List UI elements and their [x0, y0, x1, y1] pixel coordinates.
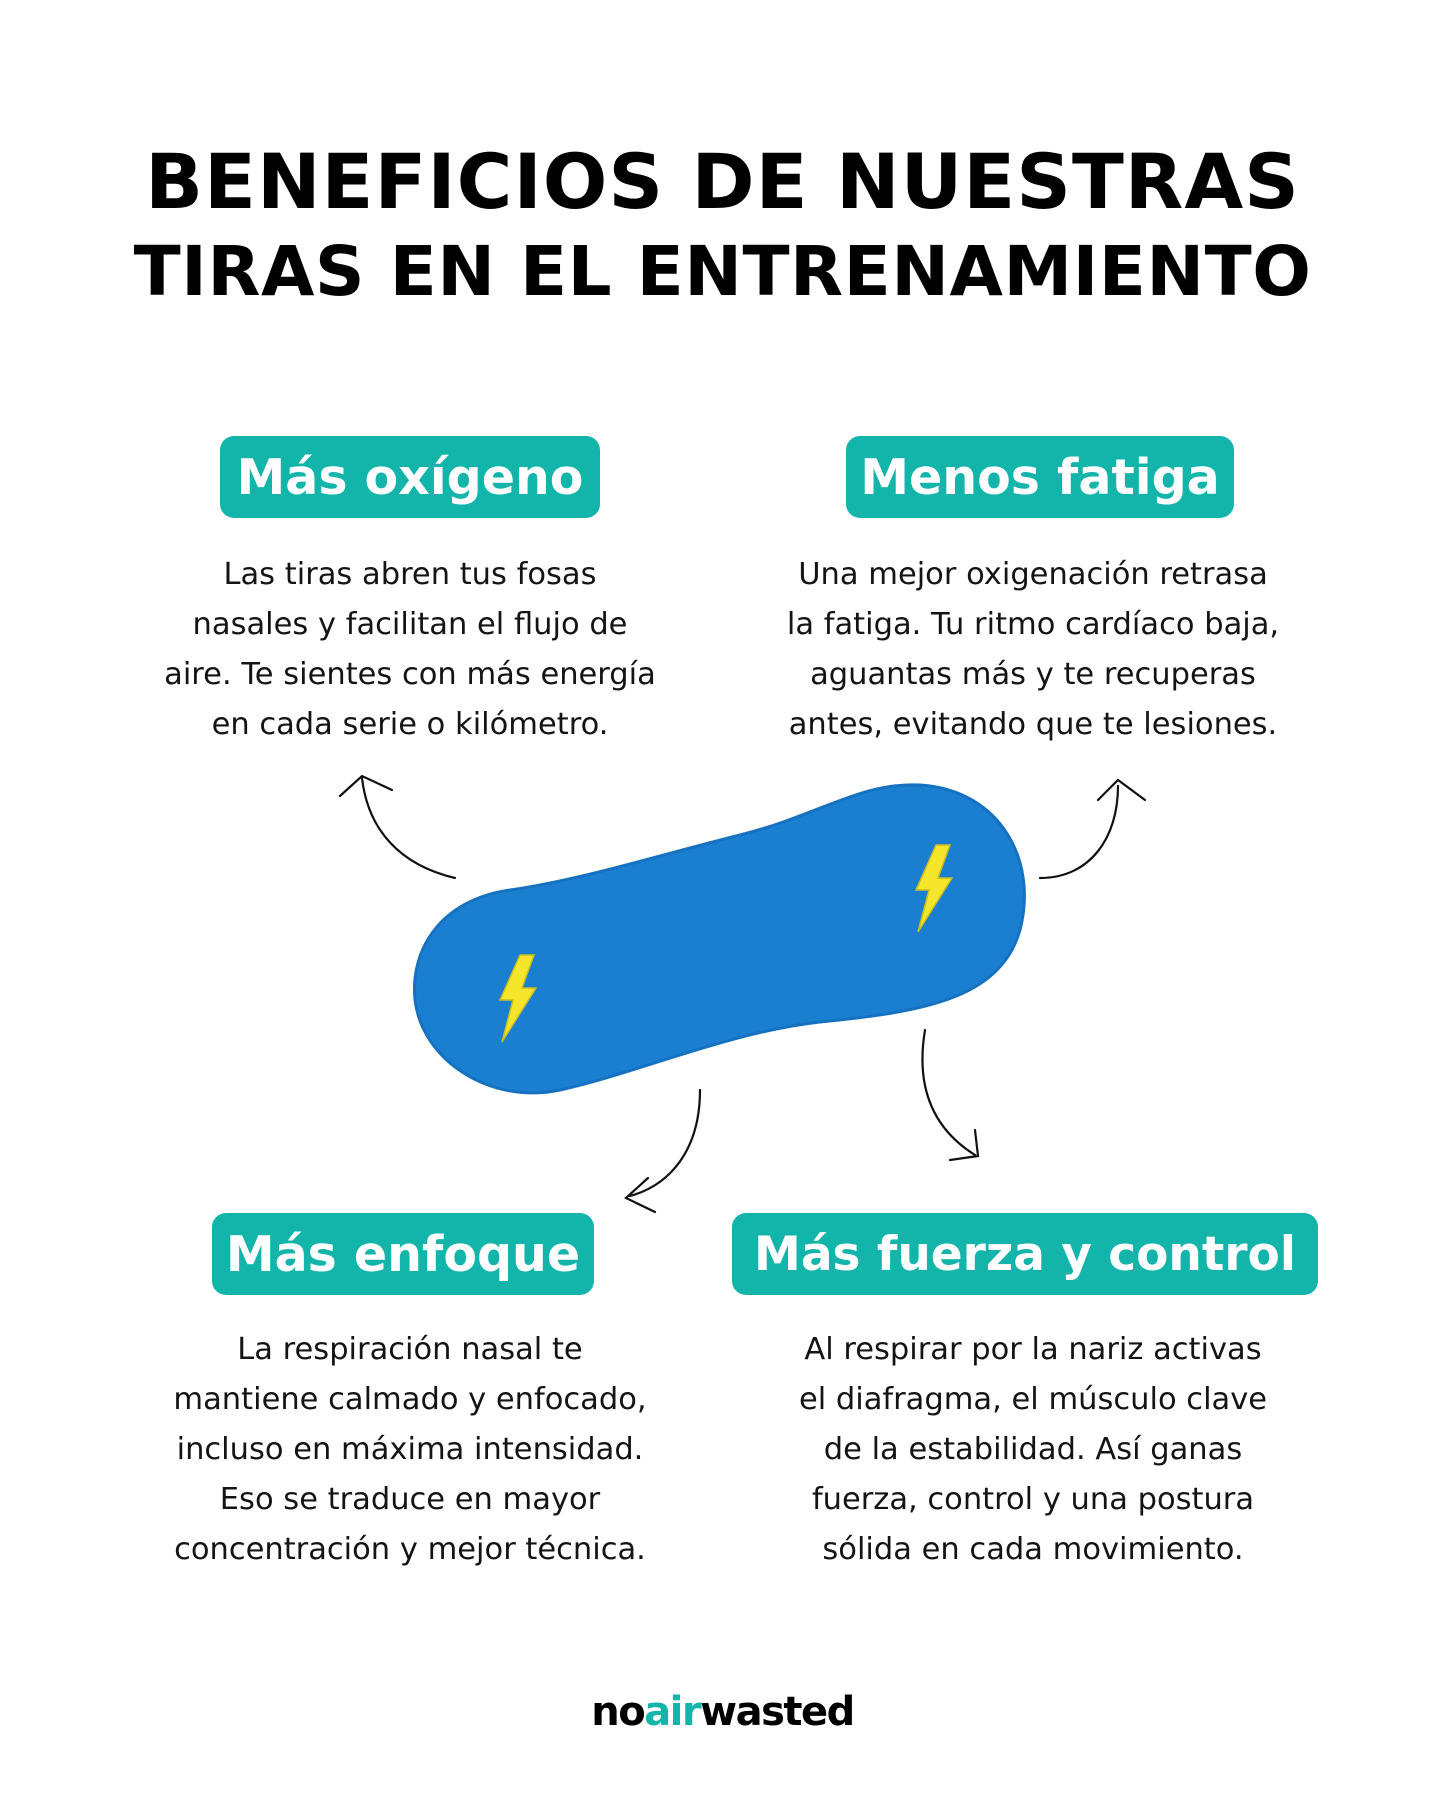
- nasal-strip-shape: [414, 785, 1024, 1093]
- brand-logo: [0, 1682, 1445, 1742]
- benefit-text-oxygen: Las tiras abren tus fosas nasales y facilitan el flujo de aire. Te sientes con más energía en cada serie o kilómetro.: [164, 557, 656, 742]
- benefit-text-fatigue: Una mejor oxigenación retrasa la fatiga. Tu ritmo cardíaco baja, aguantas más y te recuperas antes, evitando que te lesiones.: [786, 557, 1280, 742]
- benefit-label-strength: Más fuerza y control: [732, 1213, 1318, 1295]
- benefit-label-fatigue: Menos fatiga: [846, 436, 1234, 518]
- benefit-label-oxygen: Más oxígeno: [220, 436, 600, 518]
- benefit-text-strength: Al respirar por la nariz activas el diafragma, el músculo clave de la estabilidad. Así ganas fuerza, control y una postura sólida en cada movimiento.: [798, 1332, 1268, 1567]
- page-title-line-2: TIRAS EN EL ENTRENAMIENTO: [133, 232, 1312, 312]
- benefit-text-focus: La respiración nasal te mantiene calmado y enfocado, incluso en máxima intensidad. Eso se traduce en mayor concentración y mejor técnica.: [173, 1332, 647, 1567]
- page-title-line-1: BENEFICIOS DE NUESTRAS: [145, 137, 1300, 226]
- logo-part-wasted: wasted: [700, 1689, 854, 1735]
- logo-part-no: no: [591, 1689, 645, 1735]
- nasal-strip-image: [400, 760, 1060, 1130]
- logo-part-air: air: [644, 1689, 701, 1735]
- benefit-label-focus: Más enfoque: [212, 1213, 594, 1295]
